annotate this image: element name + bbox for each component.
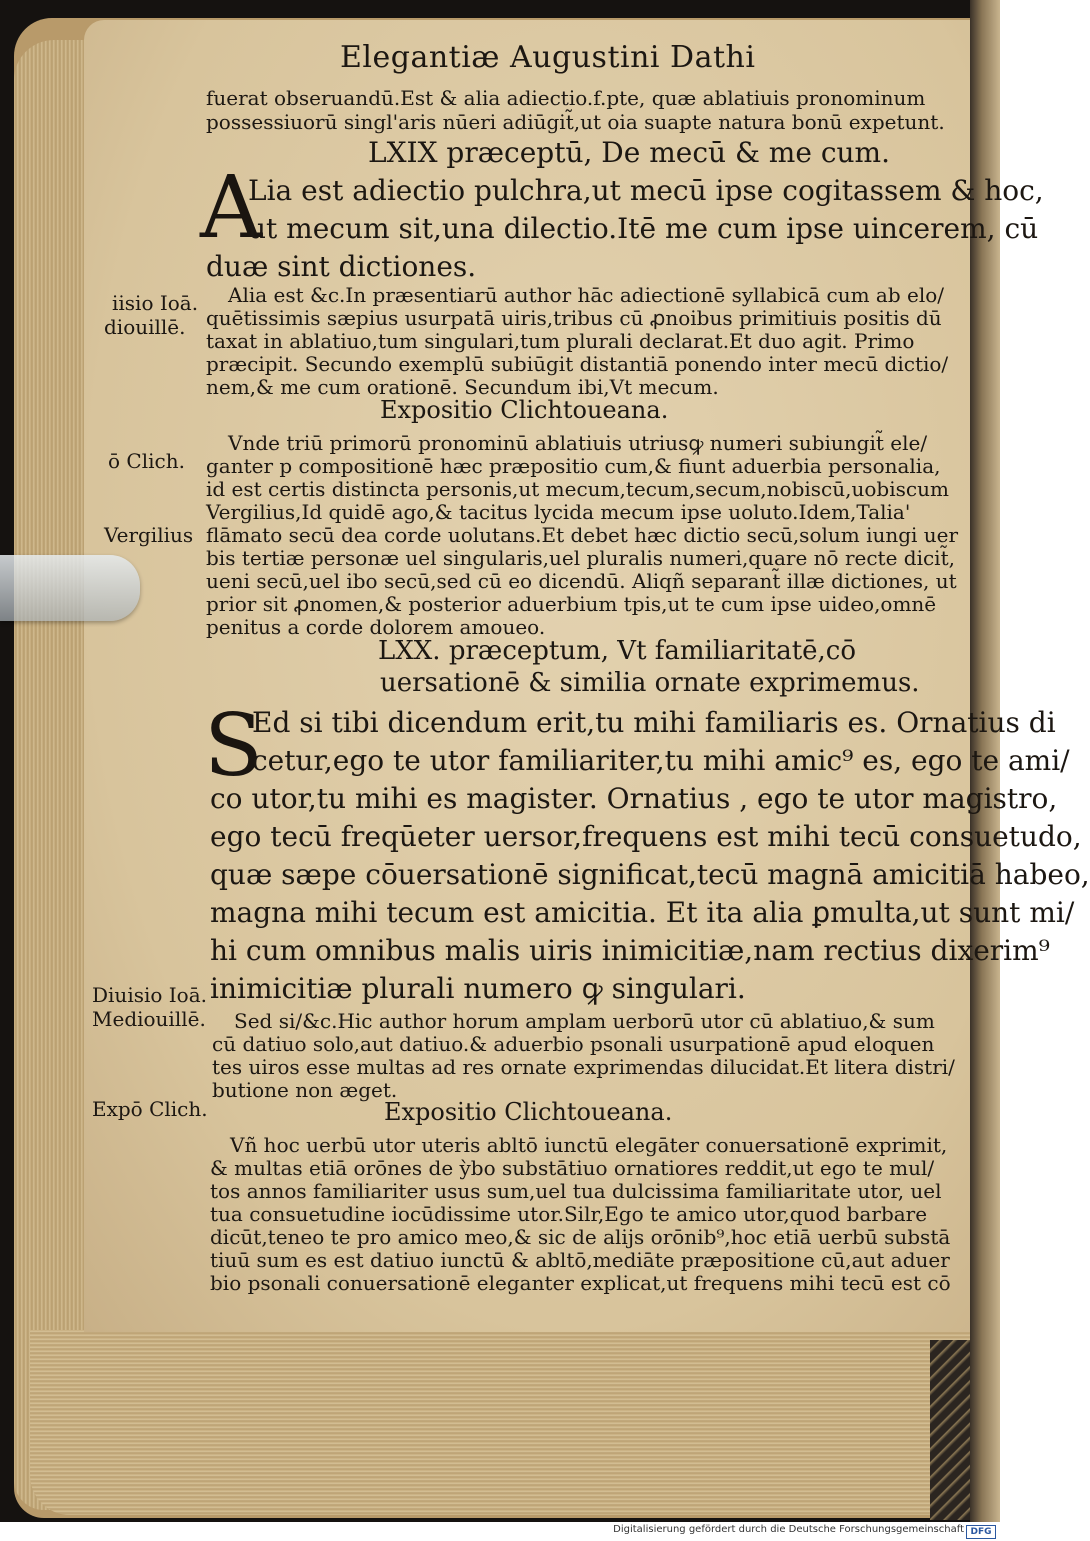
text-line: Sed si/&c.Hic author horum amplam uerborū utor cū ablatiuo,& sum <box>234 1009 935 1033</box>
text-line: tos annos familiariter usus sum,uel tua dulcissima familiaritate utor, uel <box>210 1179 942 1203</box>
margin-note: Mediouillē. <box>92 1007 206 1031</box>
text-line: nem,& me cum orationē. Secundum ibi,Vt mecum. <box>206 375 719 399</box>
text-line: bio psonali conuersationē eleganter explicat,ut frequens mihi tecū est cō <box>210 1271 951 1295</box>
section-heading: LXX. præceptum, Vt familiaritatē,cō <box>378 636 857 666</box>
text-line: taxat in ablatiuo,tum singulari,tum plurali declarat.Et duo agit. Primo <box>206 329 915 353</box>
text-line: Ed si tibi dicendum erit,tu mihi familiaris es. Ornatius di <box>252 706 1056 739</box>
text-line: tiuū sum es est datiuo iunctū & abltō,mediāte præpositione cū,aut aduer <box>210 1248 950 1272</box>
text-line: dicūt,teneo te pro amico meo,& sic de alijs orōnib⁹,hoc etiā uerbū substā <box>210 1225 951 1249</box>
text-line: prior sit ꝓnomen,& posterior aduerbium tpis,ut te cum ipse uideo,omnē <box>206 592 937 616</box>
margin-note: Expō Clich. <box>92 1097 208 1121</box>
section-heading: Expositio Clichtoueana. <box>380 396 669 424</box>
margin-note: ō Clich. <box>108 449 185 473</box>
page-fore-edge <box>14 40 84 1510</box>
section-heading: LXIX præceptū, De mecū & me cum. <box>368 136 890 169</box>
margin-note: Vergilius <box>104 523 194 547</box>
text-line: Vñ hoc uerbū utor uteris abltō iunctū elegāter conuersationē exprimit, <box>230 1133 948 1157</box>
drop-cap: A <box>200 158 263 258</box>
text-line: co utor,tu mihi es magister. Ornatius , ego te utor magistro, <box>210 782 1058 815</box>
text-line: tua consuetudine iocūdissime utor.Silr,Ego te amico utor,quod barbare <box>210 1202 928 1226</box>
text-line: inimicitiæ plurali numero ꝙ singulari. <box>210 972 746 1005</box>
footer-bar <box>0 1522 1000 1541</box>
page-bottom-edge <box>30 1330 970 1515</box>
page-clip <box>0 555 140 621</box>
text-line: & multas etiā orōnes de ỳbo substātiuo ornatiores reddit,ut ego te mul/ <box>210 1156 935 1180</box>
section-heading: uersationē & similia ornate exprimemus. <box>380 668 920 698</box>
funding-note: Digitalisierung gefördert durch die Deutsche Forschungsgemeinschaft <box>613 1524 964 1535</box>
text-line: bis tertiæ personæ uel singularis,uel pluralis numeri,quare nō recte dicit̃, <box>206 546 955 570</box>
text-line: hi cum omnibus malis uiris inimicitiæ,nam rectius dixerim⁹ <box>210 934 1050 967</box>
text-line: fuerat obseruandū.Est & alia adiectio.f.pte, quæ ablatiuis pronominum <box>206 86 926 110</box>
text-line: Lia est adiectio pulchra,ut mecū ipse cogitassem & hoc, <box>248 174 1044 207</box>
text-line: magna mihi tecum est amicitia. Et ita alia ꝑmulta,ut sunt mi/ <box>210 896 1075 929</box>
text-line: cetur,ego te utor familiariter,tu mihi amic⁹ es, ego te ami/ <box>252 744 1070 777</box>
text-line: Alia est &c.In præsentiarū author hāc adiectionē syllabicā cum ab elo/ <box>228 283 945 307</box>
text-line: flāmato secū dea corde uolutans.Et debet hæc dictio secū,solum iungi uer <box>206 523 959 547</box>
text-line: ganter p compositionē hæc præpositio cum,& fiunt aduerbia personalia, <box>206 454 941 478</box>
text-line: quētissimis sæpius usurpatā uiris,tribus cū ꝓnoibus primitiuis positis dū <box>206 306 942 330</box>
dfg-logo: DFG <box>966 1525 996 1539</box>
text-line: præcipit. Secundo exemplū subiūgit distantiā ponendo inter mecū dictio/ <box>206 352 949 376</box>
text-line: ueni secū,uel ibo secū,sed cū eo dicendū. Aliqñ separant̃ illæ dictiones, ut <box>206 569 957 593</box>
text-line: penitus a corde dolorem amoueo. <box>206 615 546 639</box>
text-line: possessiuorū singl'aris nūeri adiūgit̃,ut oia suapte natura bonū expetunt. <box>206 110 945 134</box>
text-line: quæ sæpe cōuersationē significat,tecū magnā amicitiā habeo, <box>210 858 1090 891</box>
margin-note: iisio Ioā. <box>112 291 199 315</box>
text-line: cū datiuo solo,aut datiuo.& aduerbio psonali usurpationē apud eloquen <box>212 1032 935 1056</box>
drop-cap: S <box>204 696 263 796</box>
text-line: Vnde triū primorū pronominū ablatiuis utriusꝙ numeri subiungit̃ ele/ <box>228 431 928 455</box>
text-line: Vergilius,Id quidē ago,& tacitus lycida mecum ipse uoluto.Idem,Talia' <box>206 500 911 524</box>
section-heading: Expositio Clichtoueana. <box>384 1098 673 1126</box>
text-line: ego tecū freqūeter uersor,frequens est mihi tecū consuetudo, <box>210 820 1082 853</box>
text-line: id est certis distincta personis,ut mecum,tecum,secum,nobiscū,uobiscum <box>206 477 949 501</box>
text-line: butione non æget. <box>212 1078 398 1102</box>
margin-note: Diuisio Ioā. <box>92 983 207 1007</box>
text-line: duæ sint dictiones. <box>206 250 477 283</box>
margin-note: diouillē. <box>104 315 186 339</box>
text-line: tes uiros esse multas ad res ornate exprimendas dilucidat.Et litera distri/ <box>212 1055 955 1079</box>
bookmark-ribbon <box>930 1340 970 1520</box>
running-head: Elegantiæ Augustini Dathi <box>340 40 756 75</box>
text-line: ut mecum sit,una dilectio.Itē me cum ipse uincerem, cū <box>248 212 1039 245</box>
